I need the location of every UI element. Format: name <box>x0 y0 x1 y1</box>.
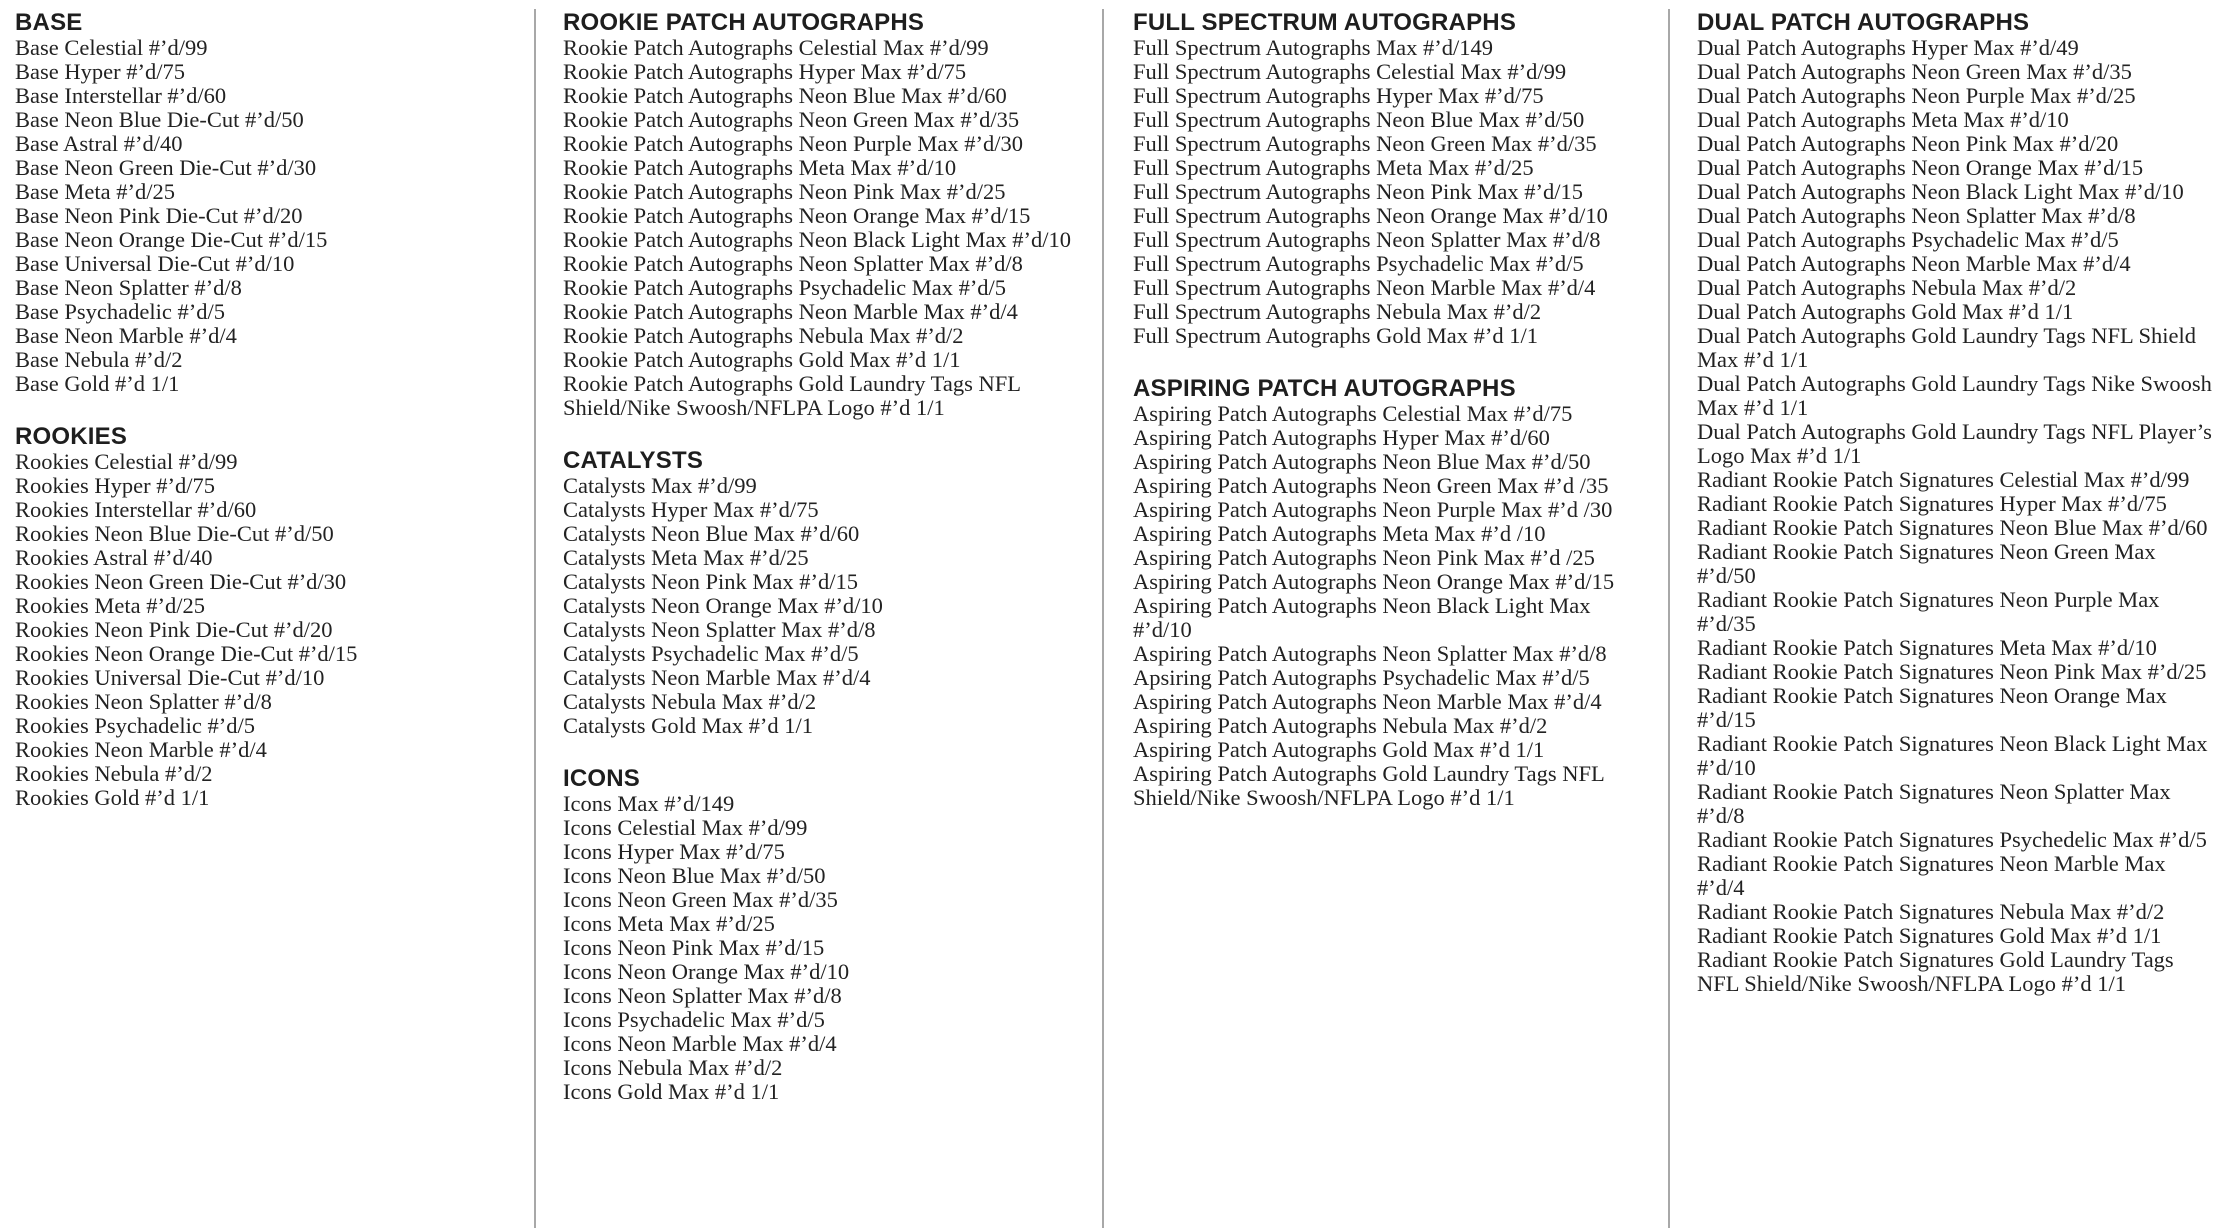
checklist-item: Radiant Rookie Patch Signatures Psychedelic Max #’d/5 <box>1697 827 2207 852</box>
checklist-item: Rookie Patch Autographs Celestial Max #’d/99 <box>563 35 989 60</box>
checklist-item: Catalysts Neon Marble Max #’d/4 <box>563 665 871 690</box>
checklist-item: Aspiring Patch Autographs Neon Splatter Max #’d/8 <box>1133 641 1607 666</box>
checklist-item: Rookies Interstellar #’d/60 <box>15 497 257 522</box>
checklist-item: Full Spectrum Autographs Neon Green Max #’d/35 <box>1133 131 1597 156</box>
section-heading: CATALYSTS <box>563 447 704 474</box>
checklist-item: Base Interstellar #’d/60 <box>15 83 227 108</box>
section-dual-patch-autographs <box>1697 10 2217 996</box>
checklist-item: Catalysts Neon Orange Max #’d/10 <box>563 593 883 618</box>
checklist-item: Icons Celestial Max #’d/99 <box>563 815 808 840</box>
checklist-item: Base Neon Blue Die-Cut #’d/50 <box>15 107 304 132</box>
checklist-item: Base Gold #’d 1/1 <box>15 371 180 396</box>
section-rookies <box>15 424 515 810</box>
checklist-item: Dual Patch Autographs Gold Laundry Tags Nike Swoosh Max #’d 1/1 <box>1697 371 2212 420</box>
checklist-item: Rookies Gold #’d 1/1 <box>15 785 210 810</box>
section-base <box>15 10 515 396</box>
checklist-item: Icons Meta Max #’d/25 <box>563 911 775 936</box>
checklist-item: Dual Patch Autographs Neon Marble Max #’d/4 <box>1697 251 2131 276</box>
section-heading: ROOKIE PATCH AUTOGRAPHS <box>563 9 925 36</box>
checklist-item: Dual Patch Autographs Neon Purple Max #’d/25 <box>1697 83 2136 108</box>
checklist-item: Catalysts Max #’d/99 <box>563 473 757 498</box>
checklist-item: Aspiring Patch Autographs Neon Black Light Max #’d/10 <box>1133 593 1591 642</box>
checklist-item: Full Spectrum Autographs Gold Max #’d 1/1 <box>1133 323 1538 348</box>
checklist-item: Full Spectrum Autographs Neon Orange Max #’d/10 <box>1133 203 1608 228</box>
checklist-item: Icons Hyper Max #’d/75 <box>563 839 785 864</box>
checklist-item: Rookie Patch Autographs Neon Green Max #’d/35 <box>563 107 1020 132</box>
checklist-item: Icons Max #’d/149 <box>563 791 735 816</box>
checklist-item: Rookies Neon Blue Die-Cut #’d/50 <box>15 521 334 546</box>
checklist-item: Rookies Celestial #’d/99 <box>15 449 238 474</box>
checklist-item: Full Spectrum Autographs Neon Splatter Max #’d/8 <box>1133 227 1601 252</box>
checklist-item: Aspiring Patch Autographs Meta Max #’d /10 <box>1133 521 1546 546</box>
checklist <box>563 36 1093 420</box>
checklist-item: Radiant Rookie Patch Signatures Nebula Max #’d/2 <box>1697 899 2165 924</box>
checklist-item: Icons Nebula Max #’d/2 <box>563 1055 783 1080</box>
column-base-rookies <box>15 10 515 838</box>
section-icons <box>563 766 1093 1104</box>
checklist-item: Radiant Rookie Patch Signatures Neon Purple Max #’d/35 <box>1697 587 2160 636</box>
checklist-item: Catalysts Hyper Max #’d/75 <box>563 497 819 522</box>
checklist-item: Dual Patch Autographs Nebula Max #’d/2 <box>1697 275 2077 300</box>
checklist-item: Base Hyper #’d/75 <box>15 59 185 84</box>
checklist-item: Dual Patch Autographs Meta Max #’d/10 <box>1697 107 2069 132</box>
checklist-item: Dual Patch Autographs Hyper Max #’d/49 <box>1697 35 2079 60</box>
checklist-item: Rookie Patch Autographs Neon Purple Max #’d/30 <box>563 131 1023 156</box>
checklist-item: Rookie Patch Autographs Neon Blue Max #’d/60 <box>563 83 1007 108</box>
checklist-item: Rookies Universal Die-Cut #’d/10 <box>15 665 325 690</box>
checklist <box>1697 36 2217 996</box>
checklist-item: Radiant Rookie Patch Signatures Meta Max #’d/10 <box>1697 635 2157 660</box>
checklist-item: Radiant Rookie Patch Signatures Neon Splatter Max #’d/8 <box>1697 779 2171 828</box>
checklist-item: Rookie Patch Autographs Neon Orange Max #’d/15 <box>563 203 1031 228</box>
checklist-item: Rookies Astral #’d/40 <box>15 545 213 570</box>
checklist-item: Full Spectrum Autographs Neon Blue Max #’d/50 <box>1133 107 1585 132</box>
checklist-item: Dual Patch Autographs Gold Max #’d 1/1 <box>1697 299 2074 324</box>
checklist-item: Rookies Psychadelic #’d/5 <box>15 713 255 738</box>
checklist-item: Base Neon Pink Die-Cut #’d/20 <box>15 203 303 228</box>
checklist-item: Full Spectrum Autographs Hyper Max #’d/75 <box>1133 83 1544 108</box>
checklist-item: Aspiring Patch Autographs Hyper Max #’d/60 <box>1133 425 1550 450</box>
checklist-item: Full Spectrum Autographs Max #’d/149 <box>1133 35 1493 60</box>
checklist-item: Aspiring Patch Autographs Neon Marble Max #’d/4 <box>1133 689 1602 714</box>
checklist-item: Icons Neon Blue Max #’d/50 <box>563 863 826 888</box>
checklist-item: Dual Patch Autographs Neon Green Max #’d/35 <box>1697 59 2132 84</box>
checklist-item: Aspiring Patch Autographs Neon Orange Max #’d/15 <box>1133 569 1615 594</box>
section-heading: DUAL PATCH AUTOGRAPHS <box>1697 9 2030 36</box>
section-catalysts <box>563 448 1093 738</box>
checklist-item: Dual Patch Autographs Neon Orange Max #’d/15 <box>1697 155 2144 180</box>
checklist-item: Rookie Patch Autographs Nebula Max #’d/2 <box>563 323 964 348</box>
checklist-item: Rookies Neon Green Die-Cut #’d/30 <box>15 569 347 594</box>
checklist-item: Full Spectrum Autographs Neon Marble Max #’d/4 <box>1133 275 1596 300</box>
checklist-item: Icons Neon Green Max #’d/35 <box>563 887 838 912</box>
checklist-item: Aspiring Patch Autographs Gold Max #’d 1/1 <box>1133 737 1545 762</box>
checklist-item: Icons Gold Max #’d 1/1 <box>563 1079 780 1104</box>
checklist-item: Rookies Meta #’d/25 <box>15 593 205 618</box>
checklist-item: Radiant Rookie Patch Signatures Gold Laundry Tags NFL Shield/Nike Swoosh/NFLPA Logo #’d 1/1 <box>1697 947 2174 996</box>
checklist-item: Rookies Hyper #’d/75 <box>15 473 215 498</box>
checklist-item: Icons Psychadelic Max #’d/5 <box>563 1007 825 1032</box>
checklist-item: Dual Patch Autographs Neon Pink Max #’d/20 <box>1697 131 2119 156</box>
checklist-item: Base Astral #’d/40 <box>15 131 183 156</box>
checklist-item: Base Universal Die-Cut #’d/10 <box>15 251 295 276</box>
checklist-item: Rookies Neon Pink Die-Cut #’d/20 <box>15 617 333 642</box>
checklist-item: Aspiring Patch Autographs Neon Purple Max #’d /30 <box>1133 497 1613 522</box>
checklist-item: Aspiring Patch Autographs Neon Pink Max #’d /25 <box>1133 545 1595 570</box>
checklist-item: Radiant Rookie Patch Signatures Celestial Max #’d/99 <box>1697 467 2190 492</box>
checklist-item: Radiant Rookie Patch Signatures Neon Green Max #’d/50 <box>1697 539 2156 588</box>
checklist-item: Catalysts Meta Max #’d/25 <box>563 545 809 570</box>
checklist-item: Base Neon Marble #’d/4 <box>15 323 237 348</box>
checklist-item: Full Spectrum Autographs Psychadelic Max #’d/5 <box>1133 251 1584 276</box>
checklist-item: Aspiring Patch Autographs Nebula Max #’d/2 <box>1133 713 1548 738</box>
checklist <box>1133 36 1653 348</box>
checklist-item: Base Neon Green Die-Cut #’d/30 <box>15 155 317 180</box>
checklist-item: Icons Neon Orange Max #’d/10 <box>563 959 850 984</box>
checklist-item: Rookie Patch Autographs Neon Marble Max #’d/4 <box>563 299 1018 324</box>
checklist-item: Rookie Patch Autographs Neon Splatter Max #’d/8 <box>563 251 1023 276</box>
checklist-item: Full Spectrum Autographs Celestial Max #’d/99 <box>1133 59 1567 84</box>
checklist-item: Catalysts Gold Max #’d 1/1 <box>563 713 813 738</box>
section-heading: ASPIRING PATCH AUTOGRAPHS <box>1133 375 1516 402</box>
checklist-item: Catalysts Neon Pink Max #’d/15 <box>563 569 858 594</box>
checklist-item: Rookie Patch Autographs Neon Pink Max #’d/25 <box>563 179 1006 204</box>
column-full-spectrum-aspiring <box>1133 10 1653 838</box>
checklist-item: Radiant Rookie Patch Signatures Neon Black Light Max #’d/10 <box>1697 731 2208 780</box>
checklist-item: Base Psychadelic #’d/5 <box>15 299 225 324</box>
section-heading: ICONS <box>563 765 641 792</box>
checklist-item: Rookie Patch Autographs Meta Max #’d/10 <box>563 155 957 180</box>
checklist-item: Rookies Neon Orange Die-Cut #’d/15 <box>15 641 358 666</box>
section-aspiring-patch-autographs <box>1133 376 1653 810</box>
checklist-item: Dual Patch Autographs Neon Splatter Max #’d/8 <box>1697 203 2136 228</box>
checklist-item: Icons Neon Splatter Max #’d/8 <box>563 983 842 1008</box>
checklist-item: Full Spectrum Autographs Meta Max #’d/25 <box>1133 155 1534 180</box>
section-full-spectrum-autographs <box>1133 10 1653 348</box>
checklist-item: Aspiring Patch Autographs Neon Green Max #’d /35 <box>1133 473 1609 498</box>
checklist <box>15 450 515 810</box>
checklist-item: Aspiring Patch Autographs Neon Blue Max #’d/50 <box>1133 449 1591 474</box>
checklist-item: Base Celestial #’d/99 <box>15 35 208 60</box>
checklist <box>15 36 515 396</box>
column-divider <box>1102 9 1104 1228</box>
checklist-item: Apsiring Patch Autographs Psychadelic Max #’d/5 <box>1133 665 1590 690</box>
checklist-item: Base Meta #’d/25 <box>15 179 175 204</box>
checklist-item: Radiant Rookie Patch Signatures Hyper Max #’d/75 <box>1697 491 2167 516</box>
checklist-item: Rookie Patch Autographs Gold Max #’d 1/1 <box>563 347 961 372</box>
checklist-item: Radiant Rookie Patch Signatures Neon Blue Max #’d/60 <box>1697 515 2208 540</box>
checklist-item: Rookies Nebula #’d/2 <box>15 761 213 786</box>
checklist-item: Base Neon Splatter #’d/8 <box>15 275 242 300</box>
checklist-item: Icons Neon Pink Max #’d/15 <box>563 935 825 960</box>
checklist-item: Dual Patch Autographs Neon Black Light Max #’d/10 <box>1697 179 2184 204</box>
checklist-item: Dual Patch Autographs Psychadelic Max #’d/5 <box>1697 227 2119 252</box>
column-divider <box>534 9 536 1228</box>
checklist-item: Catalysts Neon Splatter Max #’d/8 <box>563 617 876 642</box>
column-divider <box>1668 9 1670 1228</box>
section-heading: ROOKIES <box>15 423 128 450</box>
checklist-item: Aspiring Patch Autographs Celestial Max #’d/75 <box>1133 401 1573 426</box>
checklist-item: Base Nebula #’d/2 <box>15 347 183 372</box>
checklist-item: Catalysts Nebula Max #’d/2 <box>563 689 817 714</box>
section-rookie-patch-autographs <box>563 10 1093 420</box>
section-heading: FULL SPECTRUM AUTOGRAPHS <box>1133 9 1517 36</box>
checklist-item: Radiant Rookie Patch Signatures Gold Max #’d 1/1 <box>1697 923 2162 948</box>
checklist <box>563 792 1093 1104</box>
checklist-item: Radiant Rookie Patch Signatures Neon Orange Max #’d/15 <box>1697 683 2167 732</box>
checklist-item: Aspiring Patch Autographs Gold Laundry Tags NFL Shield/Nike Swoosh/NFLPA Logo #’d 1/1 <box>1133 761 1604 810</box>
checklist-item: Rookie Patch Autographs Hyper Max #’d/75 <box>563 59 967 84</box>
checklist-item: Dual Patch Autographs Gold Laundry Tags NFL Shield Max #’d 1/1 <box>1697 323 2196 372</box>
checklist-item: Rookie Patch Autographs Neon Black Light Max #’d/10 <box>563 227 1072 252</box>
checklist-item: Radiant Rookie Patch Signatures Neon Marble Max #’d/4 <box>1697 851 2166 900</box>
checklist-item: Full Spectrum Autographs Neon Pink Max #’d/15 <box>1133 179 1583 204</box>
checklist-item: Rookie Patch Autographs Psychadelic Max #’d/5 <box>563 275 1007 300</box>
checklist-item: Catalysts Neon Blue Max #’d/60 <box>563 521 860 546</box>
checklist-item: Full Spectrum Autographs Nebula Max #’d/2 <box>1133 299 1542 324</box>
checklist <box>1133 402 1653 810</box>
checklist-item: Dual Patch Autographs Gold Laundry Tags NFL Player’s Logo Max #’d 1/1 <box>1697 419 2212 468</box>
checklist-item: Radiant Rookie Patch Signatures Neon Pink Max #’d/25 <box>1697 659 2207 684</box>
checklist-item: Catalysts Psychadelic Max #’d/5 <box>563 641 859 666</box>
checklist-item: Rookies Neon Marble #’d/4 <box>15 737 267 762</box>
column-dual-patch-radiant <box>1697 10 2217 1024</box>
checklist-item: Icons Neon Marble Max #’d/4 <box>563 1031 837 1056</box>
checklist <box>563 474 1093 738</box>
checklist-item: Base Neon Orange Die-Cut #’d/15 <box>15 227 328 252</box>
checklist-item: Rookies Neon Splatter #’d/8 <box>15 689 272 714</box>
section-heading: BASE <box>15 9 83 36</box>
checklist-item: Rookie Patch Autographs Gold Laundry Tags NFL Shield/Nike Swoosh/NFLPA Logo #’d 1/1 <box>563 371 1021 420</box>
column-rookie-patch-catalysts-icons <box>563 10 1093 1132</box>
